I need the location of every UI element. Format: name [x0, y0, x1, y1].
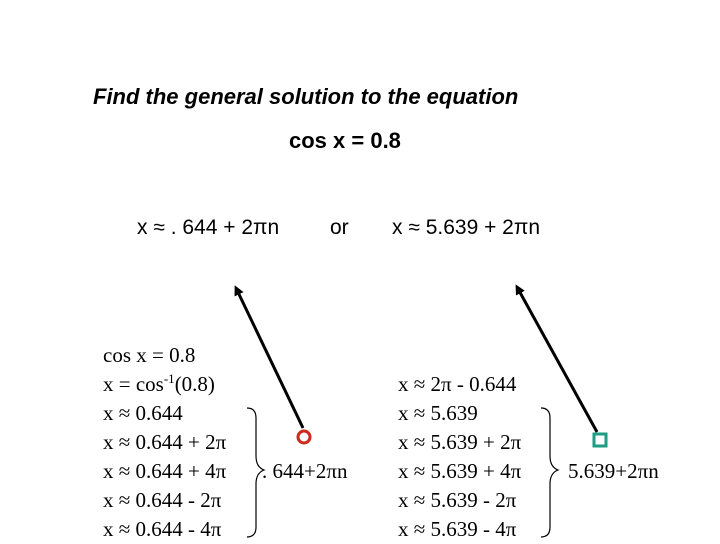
right-step-2: x ≈ 5.639	[398, 401, 478, 425]
left-step-2: $x = \cos^{-1}(0.8)$	[103, 371, 215, 396]
square-marker-icon	[594, 434, 606, 446]
right-step-1: x ≈ 2π - 0.644	[398, 372, 517, 396]
right-brace	[541, 408, 558, 537]
right-step-6: x ≈ 5.639 - 4π	[398, 517, 517, 541]
circle-marker-icon	[298, 431, 310, 443]
left-step-1: cos x = 0.8	[103, 343, 196, 367]
equation: cos x = 0.8	[289, 128, 401, 153]
left-step-6: x ≈ 0.644 - 2π	[103, 488, 222, 512]
left-step-4: x ≈ 0.644 + 2π	[103, 430, 227, 454]
left-step-5: x ≈ 0.644 + 4π	[103, 459, 227, 483]
left-summary: . 644+2πn	[262, 459, 348, 483]
right-step-3: x ≈ 5.639 + 2π	[398, 430, 522, 454]
inverse-superscript: -1	[163, 371, 175, 386]
second-solution: x ≈ 5.639 + 2πn	[392, 216, 541, 239]
right-arrow	[517, 287, 597, 432]
page-title: Find the general solution to the equation	[93, 84, 519, 109]
left-step-3: x ≈ 0.644	[103, 401, 183, 425]
right-step-5: x ≈ 5.639 - 2π	[398, 488, 517, 512]
or-label: or	[330, 216, 349, 239]
right-summary: 5.639+2πn	[568, 459, 659, 483]
left-step-7: x ≈ 0.644 - 4π	[103, 517, 222, 541]
right-step-4: x ≈ 5.639 + 4π	[398, 459, 522, 483]
left-brace	[247, 408, 264, 537]
left-arrow	[236, 288, 303, 428]
first-solution: x ≈ . 644 + 2πn	[137, 216, 280, 239]
